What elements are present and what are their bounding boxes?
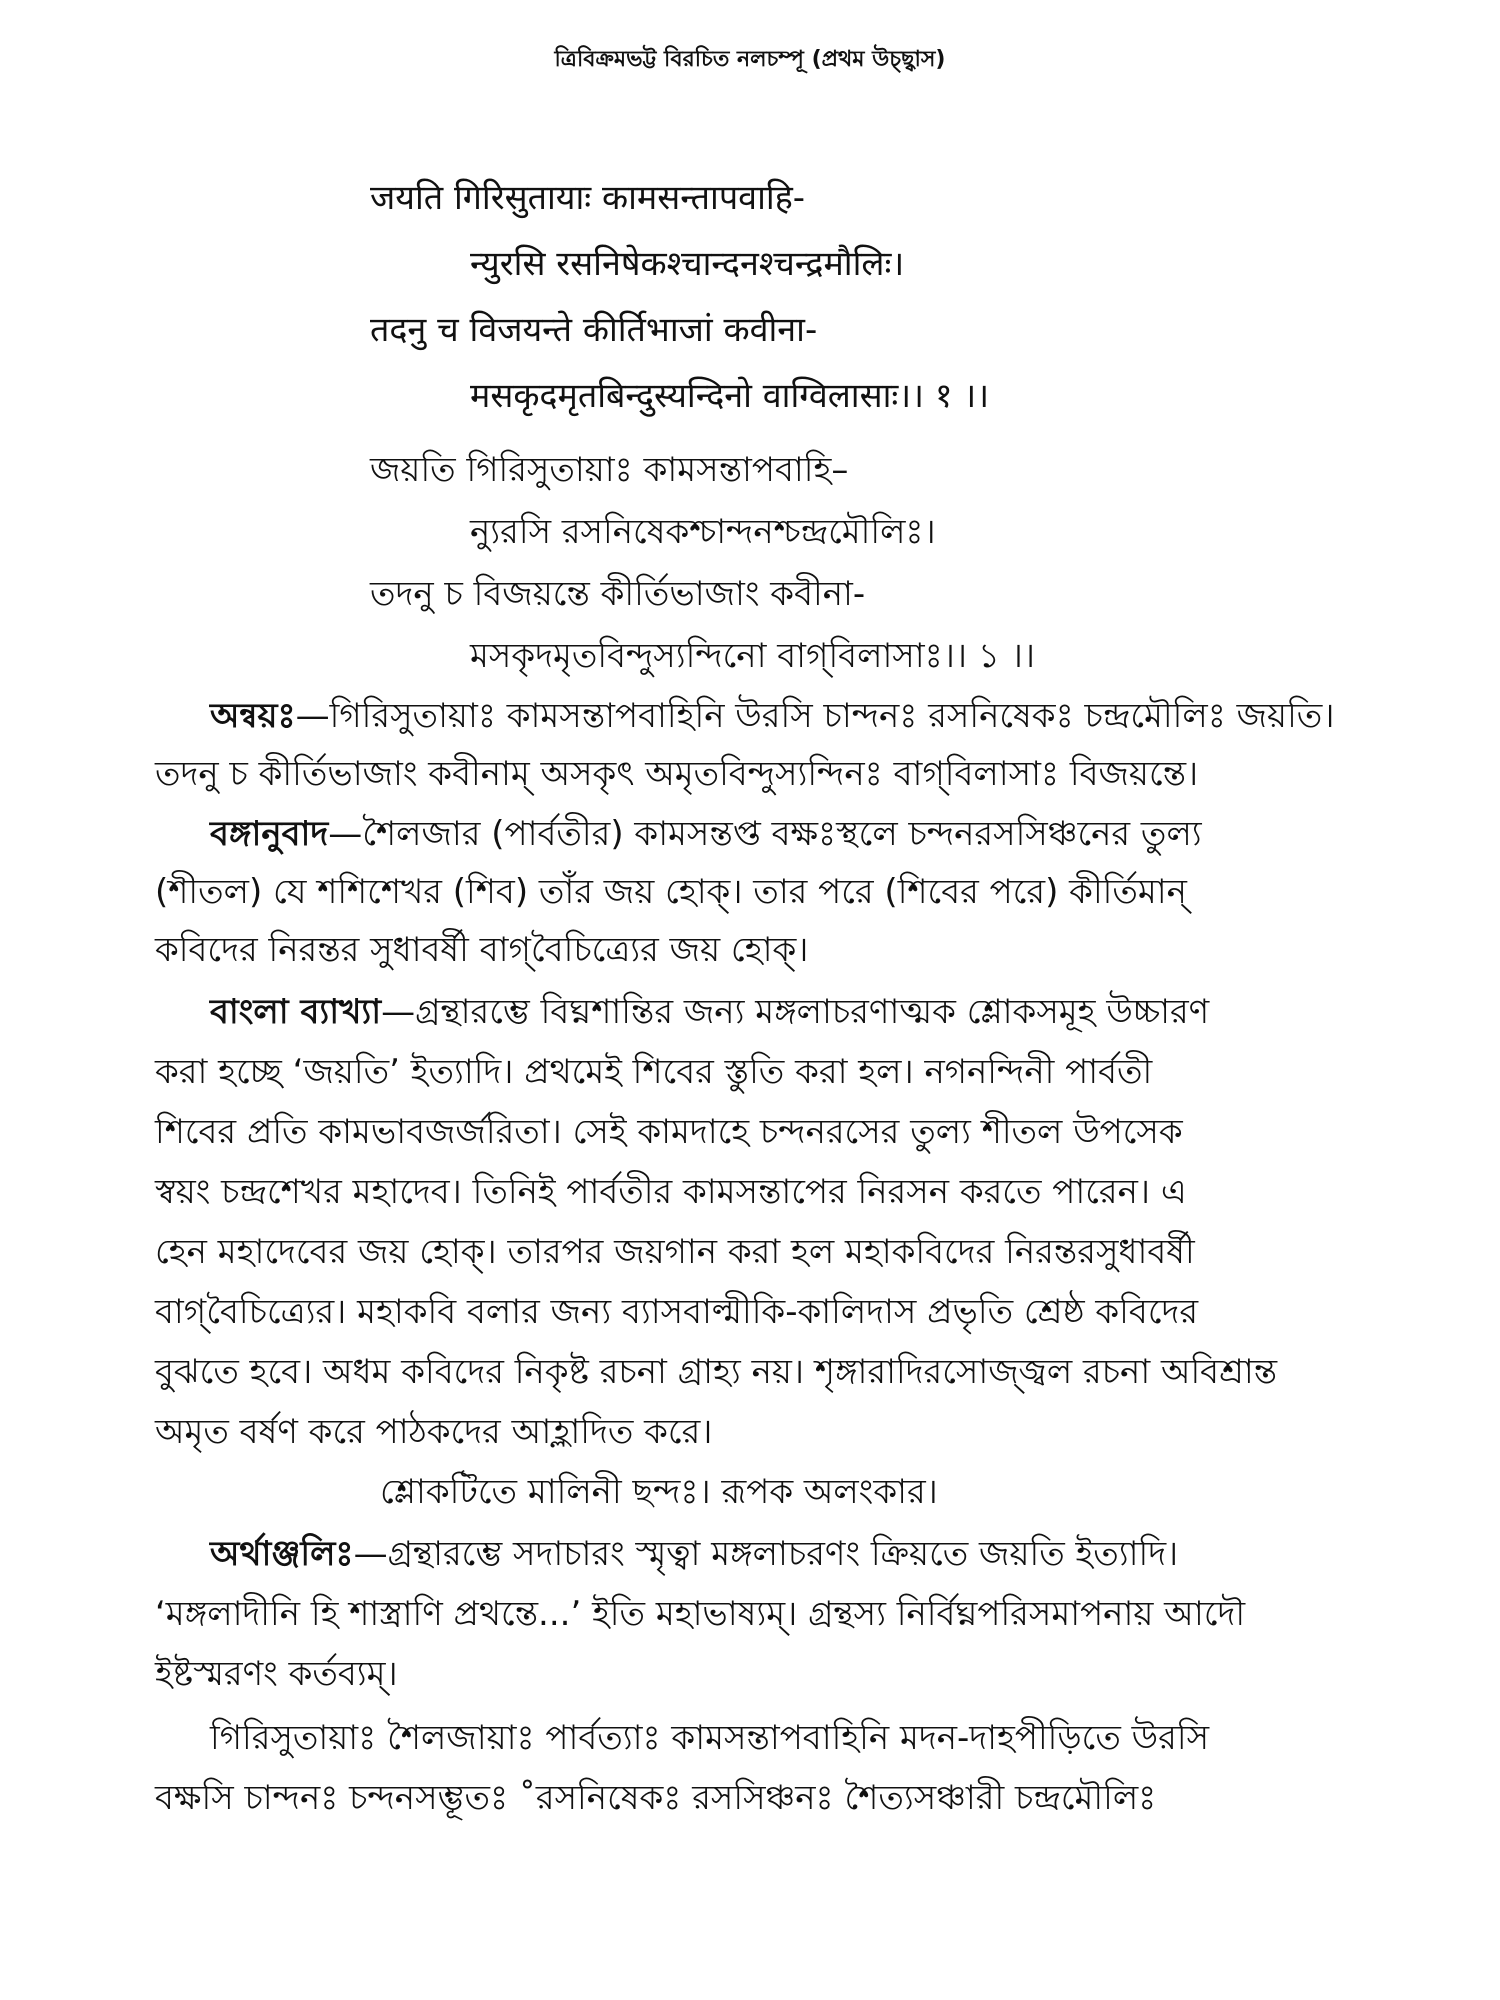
translation-line: (শীতল) যে শশিশেখর (শিব) তাঁর জয় হোক্। তার পরে (শিবের পরে) কীর্তিমান্ bbox=[155, 872, 1187, 912]
bengali-verse-line: ন্যুরসি রসনিষেকশ্চান্দনশ্চন্দ্রমৌলিঃ। bbox=[470, 512, 936, 552]
arthanjali-label: অর্থাঞ্জলিঃ bbox=[210, 1534, 354, 1574]
anvaya-text: —গিরিসুতায়াঃ কামসন্তাপবাহিনি উরসি চান্দনঃ রসনিষেকঃ চন্দ্রমৌলিঃ জয়তি। bbox=[295, 696, 1335, 736]
explanation-line: অমৃত বর্ষণ করে পাঠকদের আহ্লাদিত করে। bbox=[155, 1412, 713, 1452]
explanation-line: হেন মহাদেবের জয় হোক্। তারপর জয়গান করা হল মহাকবিদের নিরন্তরসুধাবর্ষী bbox=[155, 1232, 1195, 1272]
bengali-verse-line: মসকৃদমৃতবিন্দুস্যন্দিনো বাগ্‌বিলাসাঃ।। ১ ।। bbox=[470, 636, 1036, 676]
explanation-line: স্বয়ং চন্দ্রশেখর মহাদেব। তিনিই পার্বতীর কামসন্তাপের নিরসন করতে পারেন। এ bbox=[155, 1172, 1187, 1212]
bengali-verse-line: তদনু চ বিজয়ন্তে কীর্তিভাজাং কবীনা- bbox=[370, 574, 866, 614]
anvaya-first-line bbox=[210, 694, 1334, 738]
explanation-first-line bbox=[210, 990, 1209, 1034]
explanation-line: বাগ্‌বৈচিত্র্যের। মহাকবি বলার জন্য ব্যাসবাল্মীকি-কালিদাস প্রভৃতি শ্রেষ্ঠ কবিদের bbox=[155, 1292, 1199, 1332]
devanagari-verse-line: मसकृदमृतबिन्दुस्यन्दिनो वाग्विलासाः।। १ ।। bbox=[470, 376, 990, 416]
explanation-label: বাংলা ব্যাখ্যা bbox=[210, 992, 382, 1032]
translation-label: বঙ্গানুবাদ bbox=[210, 814, 329, 854]
arthanjali-line: ইষ্টস্মরণং কর্তব্যম্। bbox=[155, 1654, 398, 1694]
devanagari-verse-line: जयति गिरिसुतायाः कामसन्तापवाहि- bbox=[370, 178, 806, 218]
meter-note: শ্লোকটিতে মালিনী ছন্দঃ। রূপক অলংকার। bbox=[380, 1472, 938, 1512]
page-title: ত্রিবিক্রমভট্ট বিরচিত নলচম্পূ (প্রথম উচ্ছ্বাস) bbox=[554, 47, 946, 72]
explanation-line: বুঝতে হবে। অধম কবিদের নিকৃষ্ট রচনা গ্রাহ্য নয়। শৃঙ্গারাদিরসোজ্জ্বল রচনা অবিশ্রান্ত bbox=[155, 1352, 1278, 1392]
translation-line: কবিদের নিরন্তর সুধাবর্ষী বাগ্‌বৈচিত্র্যের জয় হোক্। bbox=[155, 930, 809, 970]
anvaya-line: তদনু চ কীর্তিভাজাং কবীনাম্ অসকৃৎ অমৃতবিন্দুস্যন্দিনঃ বাগ্‌বিলাসাঃ বিজয়ন্তে। bbox=[155, 754, 1199, 794]
arthanjali-first-line bbox=[210, 1532, 1178, 1576]
arthanjali-text: —গ্রন্থারম্ভে সদাচারং স্মৃত্বা মঙ্গলাচরণং ক্রিয়তে জয়তি ইত্যাদি। bbox=[353, 1534, 1179, 1574]
anvaya-label: অন্বয়ঃ bbox=[210, 696, 296, 736]
arthanjali-line: ‘মঙ্গলাদীনি হি শাস্ত্রাণি প্রথন্তে...’ ইতি মহাভাষ্যম্। গ্রন্থস্য নির্বিঘ্নপরিসমাপনায় আদৌ bbox=[155, 1594, 1246, 1634]
bengali-verse-line: জয়তি গিরিসুতায়াঃ কামসন্তাপবাহি– bbox=[370, 450, 849, 490]
translation-text: —শৈলজার (পার্বতীর) কামসন্তপ্ত বক্ষঃস্থলে চন্দনরসসিঞ্চনের তুল্য bbox=[328, 814, 1202, 854]
translation-first-line bbox=[210, 812, 1202, 856]
explanation-text: —গ্রন্থারম্ভে বিঘ্নশান্তির জন্য মঙ্গলাচরণাত্মক শ্লোকসমূহ উচ্চারণ bbox=[381, 992, 1210, 1032]
explanation-line: শিবের প্রতি কামভাবজর্জরিতা। সেই কামদাহে চন্দনরসের তুল্য শীতল উপসেক bbox=[155, 1112, 1183, 1152]
explanation-line: করা হচ্ছে ‘জয়তি’ ইত্যাদি। প্রথমেই শিবের স্তুতি করা হল। নগনন্দিনী পার্বতী bbox=[155, 1052, 1153, 1092]
devanagari-verse-line: न्युरसि रसनिषेकश्चान्दनश्चन्द्रमौलिः। bbox=[470, 244, 905, 284]
final-paragraph-line: বক্ষসি চান্দনঃ চন্দনসম্ভূতঃ ˚রসনিষেকঃ রসসিঞ্চনঃ শৈত্যসঞ্চারী চন্দ্রমৌলিঃ bbox=[155, 1778, 1157, 1818]
final-paragraph-line: গিরিসুতায়াঃ শৈলজায়াঃ পার্বত্যাঃ কামসন্তাপবাহিনি মদন-দাহপীড়িতে উরসি bbox=[210, 1718, 1210, 1758]
devanagari-verse-line: तदनु च विजयन्ते कीर्तिभाजां कवीना- bbox=[370, 310, 818, 350]
